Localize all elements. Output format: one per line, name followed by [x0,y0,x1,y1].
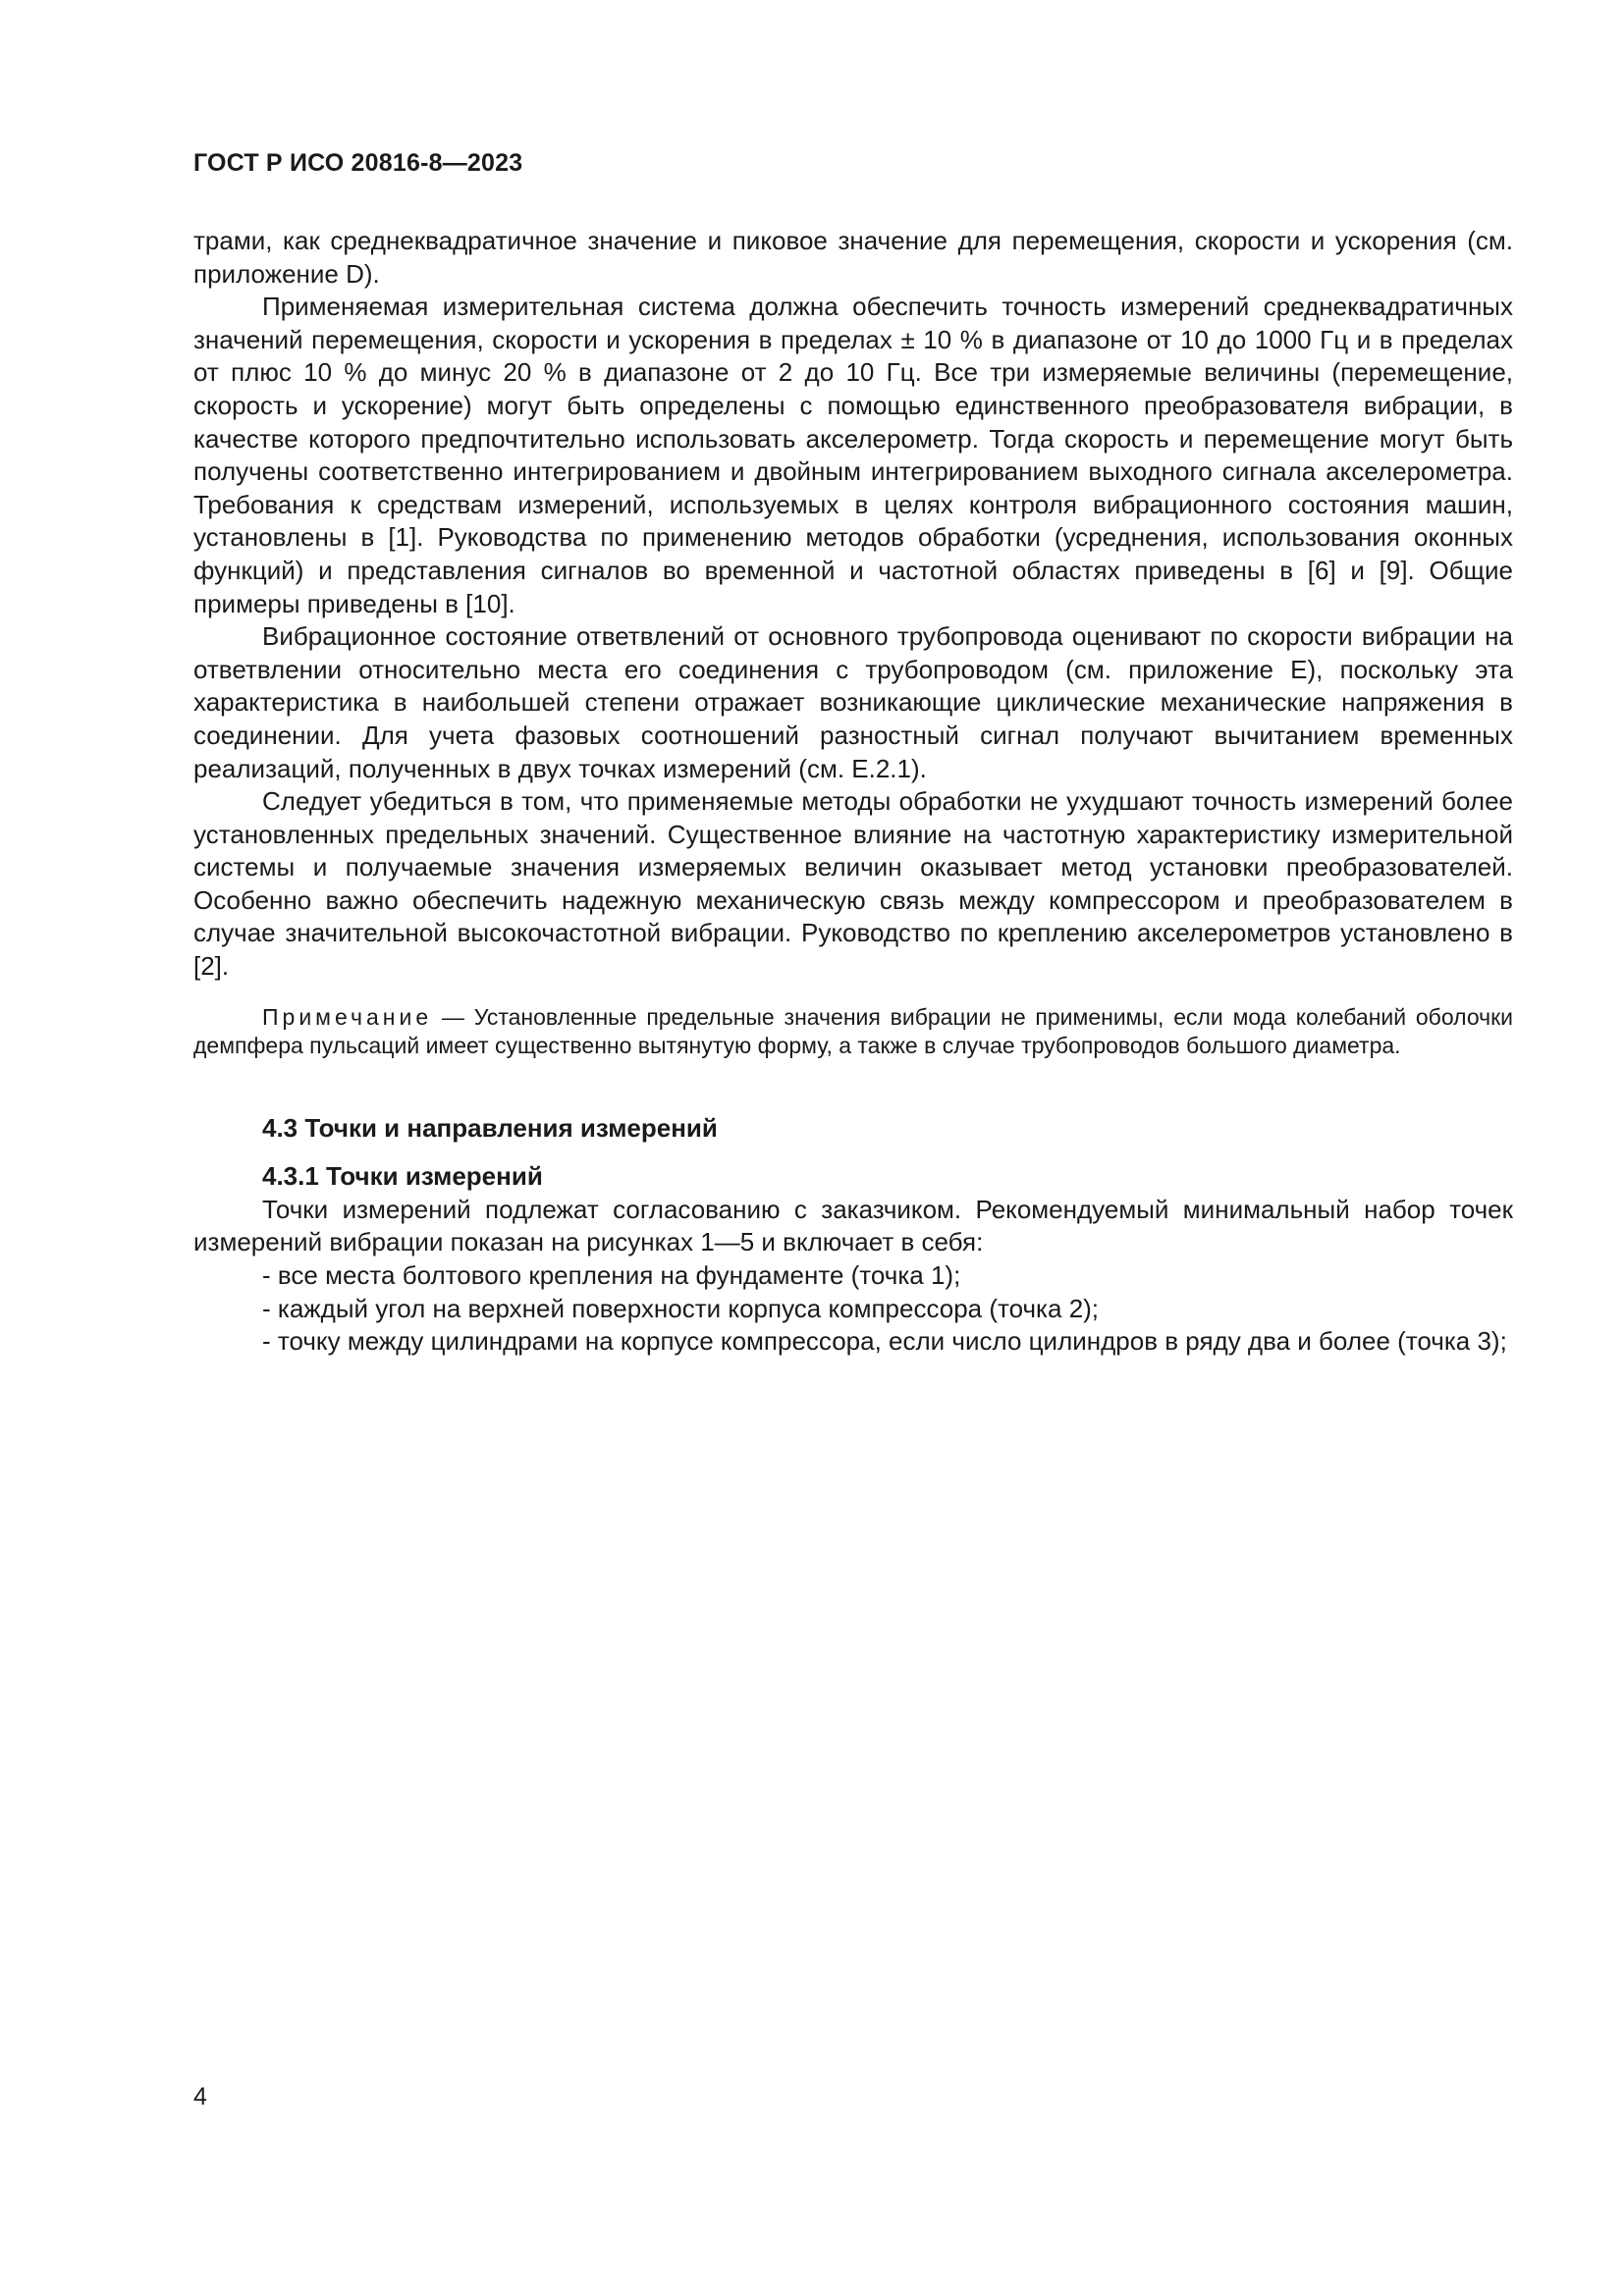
note-text: — Установленные предельные значения вибрации не применимы, если мода колебаний оболочки демпфера пульсаций имеет существенно вытянутую форму, а также в случае трубопроводов большого диаметра. [193,1003,1513,1059]
paragraph-measurement-points-intro: Точки измерений подлежат согласованию с заказчиком. Рекомендуемый минимальный набор точек измерений вибрации показан на рисунках 1—5 и включает в себя: [193,1194,1513,1257]
note-label: Примечание [262,1003,433,1030]
paragraph-measurement-system: Применяемая измерительная система должна обеспечить точность измерений среднеквадратичных значений перемещения, скорости и ускорения в пределах ± 10 % в диапазоне от 10 до 1000 Гц и в пределах от плюс 10 % до минус 20 % в диапазоне от 2 до 10 Гц. Все три измеряемые величины (перемещение, скорость и ускорение) могут быть определены с помощью единственного преобразователя вибрации, в качестве которого предпочтительно использовать акселерометр. Тогда скорость и перемещение могут быть получены соответственно интегрированием и двойным интегрированием выходного сигнала акселерометра. Требования к средствам измерений, используемых в целях контроля вибрационного состояния машин, установлены в [1]. Руководства по применению методов обработки (усреднения, использования оконных функций) и представления сигналов во временной и частотной областях приведены в [6] и [9]. Общие примеры приведены в [10]. [193,292,1513,618]
page-number: 4 [193,2083,207,2110]
list-item-corner-points: - каждый угол на верхней поверхности корпуса компрессора (точка 2); [262,1293,1100,1323]
paragraph-branch-vibration: Вибрационное состояние ответвлений от основного трубопровода оценивают по скорости вибрации на ответвлении относительно места его соединения с трубопроводом (см. приложение Е), поскольку эта характеристика в наибольшей степени отражает возникающие циклические механические напряжения в соединении. Для учета фазовых соотношений разностный сигнал получают вычитанием временных реализаций, полученных в двух точках измерений (см. Е.2.1). [193,621,1513,783]
paragraph-processing-methods: Следует убедиться в том, что применяемые методы обработки не ухудшают точность измерений более установленных предельных значений. Существенное влияние на частотную характеристику измерительной системы и получаемые значения измеряемых величин оказывает метод установки преобразователей. Особенно важно обеспечить надежную механическую связь между компрессором и преобразователем в случае значительной высокочастотной вибрации. Руководство по креплению акселерометров установлено в [2]. [193,786,1513,982]
document-body [193,225,1513,1359]
list-item-bolt-points: - все места болтового крепления на фундаменте (точка 1); [262,1260,961,1291]
note-paragraph [193,1003,1513,1061]
standard-header: ГОСТ Р ИСО 20816-8—2023 [193,149,523,177]
section-heading-4-3-1: 4.3.1 Точки измерений [262,1161,543,1192]
paragraph-continuation: трами, как среднеквадратичное значение и пиковое значение для перемещения, скорости и ускорения (см. приложение D). [193,226,1513,289]
section-heading-4-3: 4.3 Точки и направления измерений [262,1112,718,1143]
list-item-cylinder-points: - точку между цилиндрами на корпусе компрессора, если число цилиндров в ряду два и более (точка 3); [262,1326,1507,1357]
